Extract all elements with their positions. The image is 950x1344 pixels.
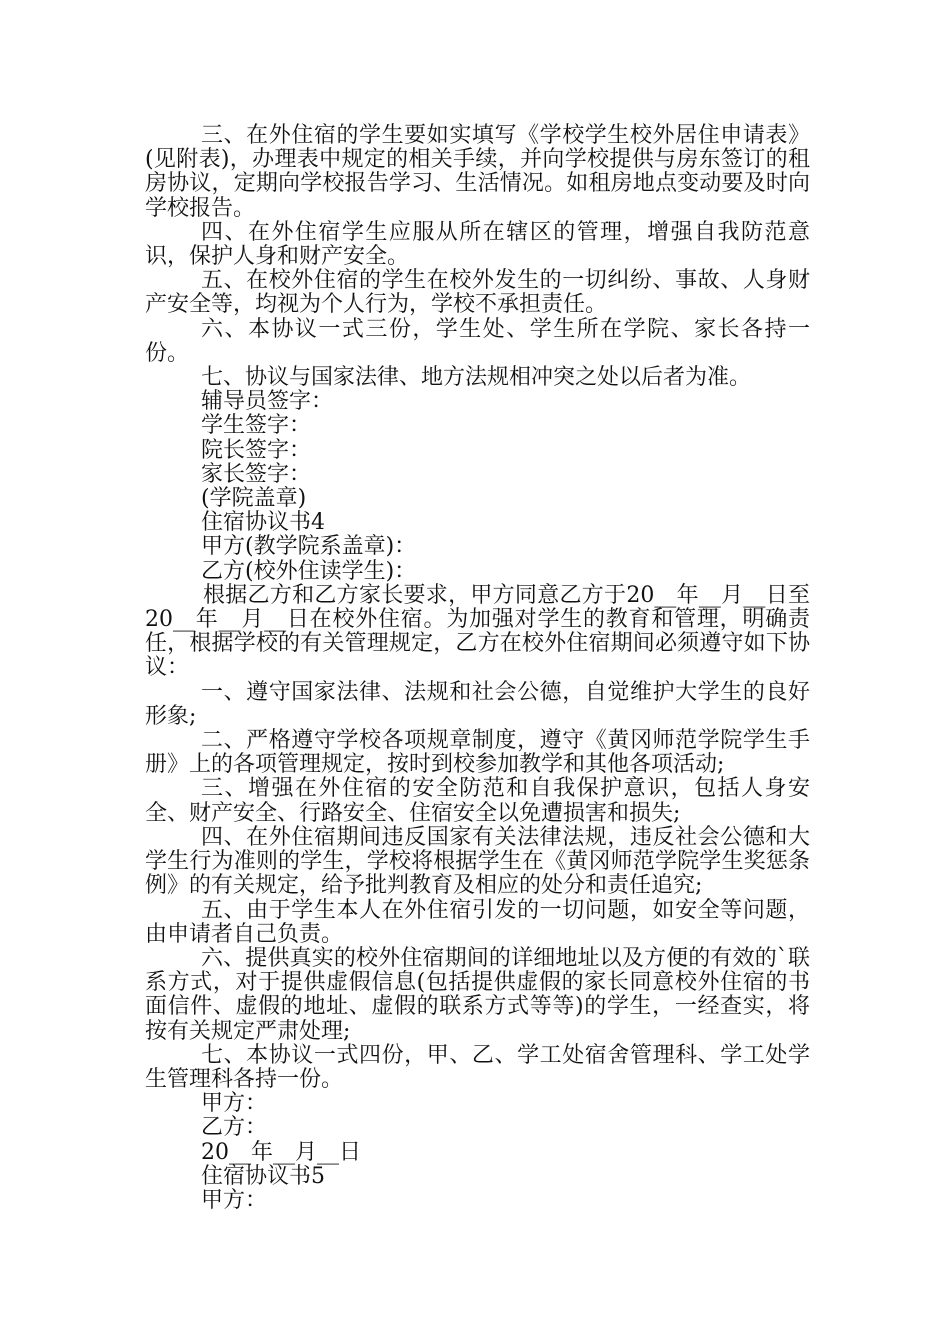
party-b-line: 乙方(校外住读学生)：: [201, 558, 417, 584]
signature-parent: 家长签字：: [201, 461, 312, 487]
paragraph-item-1: 一、遵守国家法律、法规和社会公德，自觉维护大学生的良好形象;: [145, 679, 810, 729]
paragraph-item-5: 五、由于学生本人在外住宿引发的一切问题，如安全等问题，由申请者自己负责。: [145, 897, 810, 947]
party-a-line-2: 甲方：: [201, 1187, 268, 1213]
paragraph-item-4: 四、在外住宿期间违反国家有关法律法规，违反社会公德和大学生行为准则的学生，学校将根据学生在《黄冈师范学院学生奖惩条例》的有关规定，给予批判教育及相应的处分和责任追究;: [145, 824, 810, 899]
college-seal-note: (学院盖章): [201, 486, 307, 512]
document-body: [145, 124, 810, 1213]
section-heading-agreement-4: 住宿协议书4: [201, 510, 325, 536]
paragraph-clause-3: 三、在外住宿的学生要如实填写《学校学生校外居住申请表》(见附表)，办理表中规定的相关手续，并向学校提供与房东签订的租房协议，定期向学校报告学习、生活情况。如租房地点变动要及时向学校报告。: [145, 123, 810, 221]
signature-counselor: 辅导员签字：: [201, 389, 334, 415]
paragraph-clause-5: 五、在校外住宿的学生在校外发生的一切纠纷、事故、人身财产安全等，均视为个人行为，学校不承担责任。: [145, 268, 810, 318]
signature-student: 学生签字：: [201, 413, 312, 439]
paragraph-item-6: 六、提供真实的校外住宿期间的详细地址以及方便的有效的`联系方式，对于提供虚假信息(包括提供虚假的家长同意校外住宿的书面信件、虚假的地址、虚假的联系方式等等)的学生，一经查实，将按有关规定严肃处理;: [145, 945, 810, 1044]
paragraph-item-3: 三、增强在外住宿的安全防范和自我保护意识，包括人身安全、财产安全、行路安全、住宿安全以免遭损害和损失;: [145, 776, 810, 826]
party-a-signature: 甲方：: [201, 1091, 268, 1117]
signature-dean: 院长签字：: [201, 437, 312, 463]
paragraph-item-7: 七、本协议一式四份，甲、乙、学工处宿舍管理科、学工处学生管理科各持一份。: [145, 1042, 810, 1092]
paragraph-item-2: 二、严格遵守学校各项规章制度，遵守《黄冈师范学院学生手册》上的各项管理规定，按时到校参加教学和其他各项活动;: [145, 728, 810, 778]
paragraph-clause-6: 六、本协议一式三份，学生处、学生所在学院、家长各持一份。: [145, 316, 810, 366]
paragraph-clause-4: 四、在外住宿学生应服从所在辖区的管理，增强自我防范意识，保护人身和财产安全。: [145, 219, 810, 270]
date-line: 20__年__月__日: [201, 1139, 361, 1165]
party-b-signature: 乙方：: [201, 1115, 268, 1141]
section-heading-agreement-5: 住宿协议书5: [201, 1163, 325, 1189]
paragraph-intro: 根据乙方和乙方家长要求，甲方同意乙方于20__年__月__日至20__年__月__日在校外住宿。为加强对学生的教育和管理，明确责任，根据学校的有关管理规定，乙方在校外住宿期间必须遵守如下协议：: [145, 582, 810, 681]
paragraph-clause-7: 七、协议与国家法律、地方法规相冲突之处以后者为准。: [201, 365, 752, 391]
party-a-line: 甲方(教学院系盖章)：: [201, 534, 417, 560]
